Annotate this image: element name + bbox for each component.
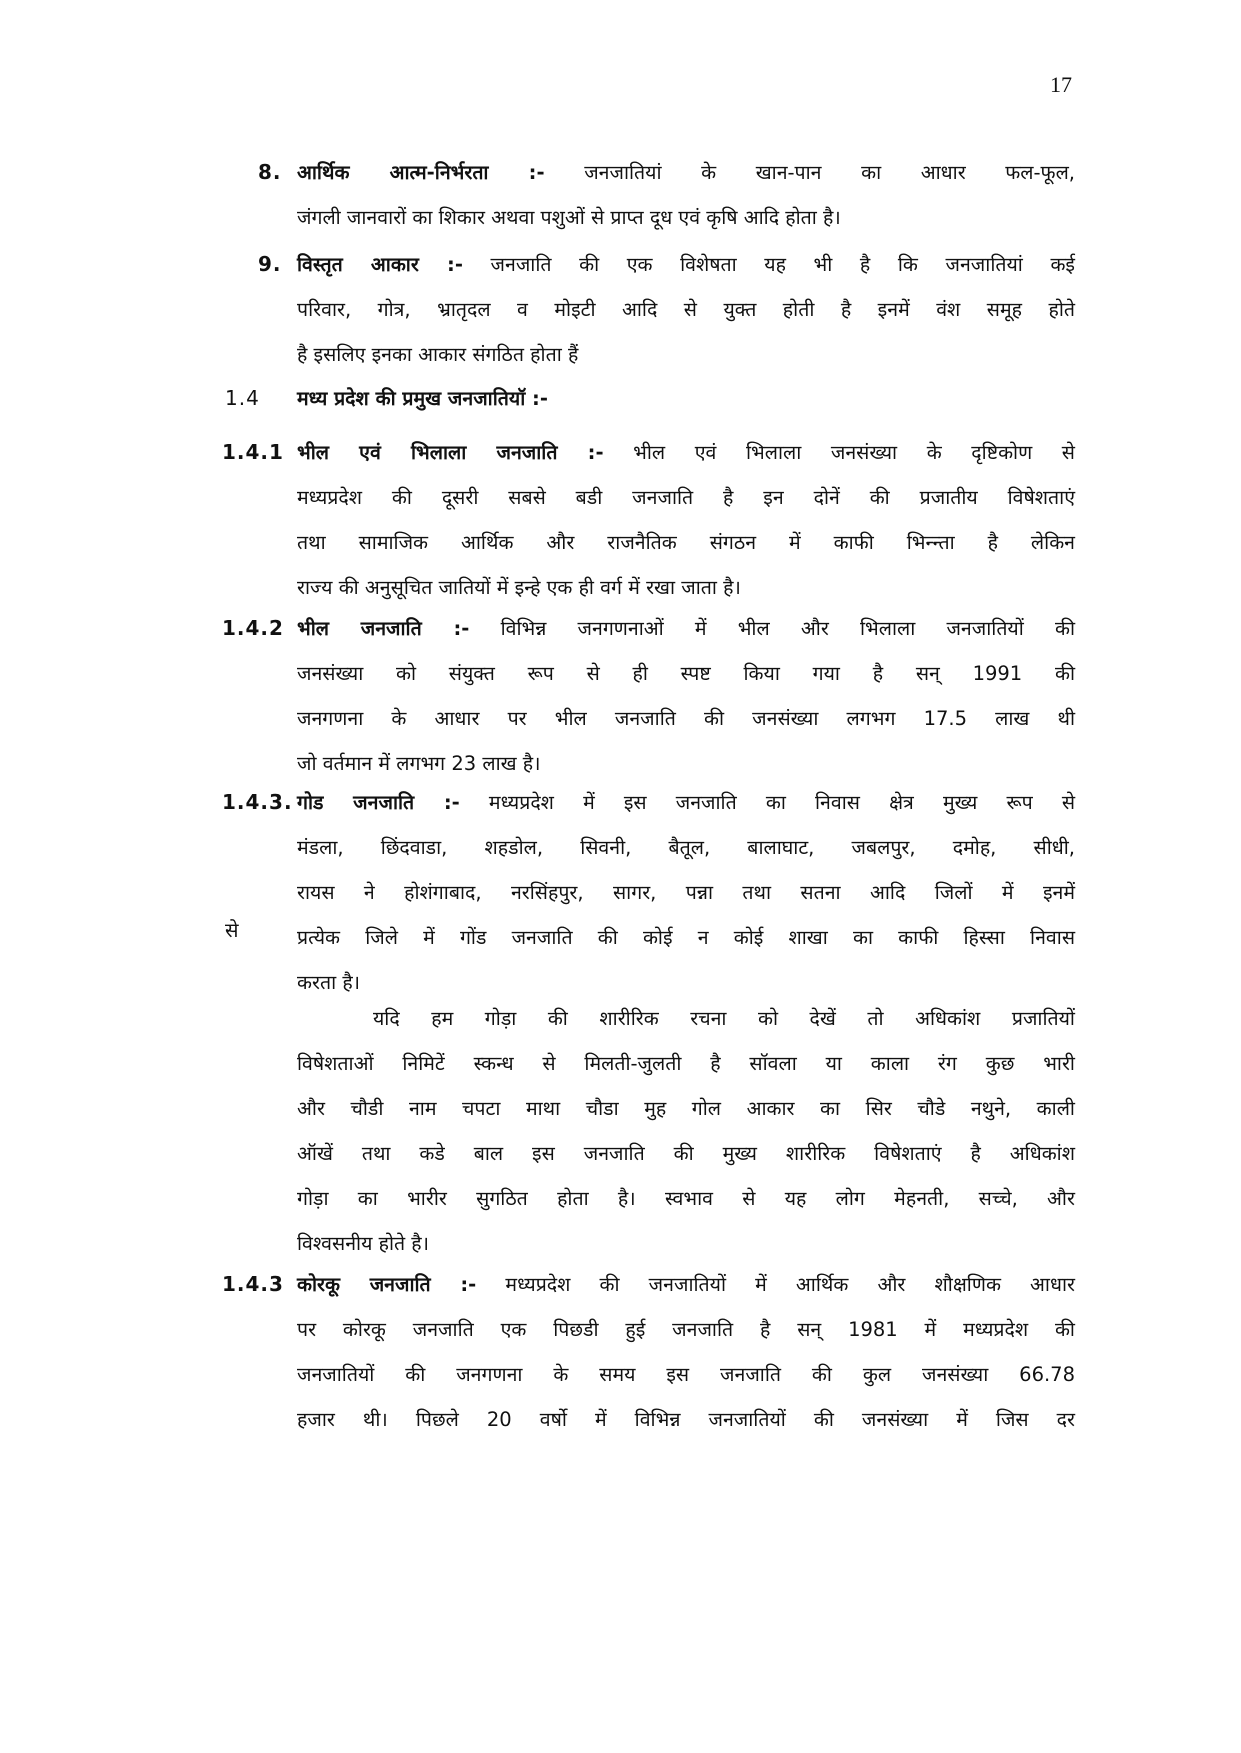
section-heading: मध्य प्रदेश की प्रमुख जनजातियॉ :-	[297, 387, 548, 410]
text-line	[297, 780, 1075, 825]
text-span: विभिन्न जनगणनाओं में भील और भिलाला जनजातियों की	[500, 617, 1075, 640]
text-line: तथा सामाजिक आर्थिक और राजनैतिक संगठन में काफी भिन्न्ता है लेकिन	[297, 531, 1075, 554]
text-span: मध्यप्रदेश की जनजातियों में आर्थिक और शौक्षणिक आधार	[505, 1273, 1075, 1296]
subsection-heading: भील जनजाति :-	[297, 617, 470, 640]
subsection-number: 1.4.2	[222, 616, 284, 640]
text-line: जंगली जानवारों का शिकार अथवा पशुओं से प्राप्त दूध एवं कृषि आदि होता है।	[297, 206, 841, 229]
margin-word: से	[225, 918, 239, 942]
text-line	[297, 1262, 1075, 1307]
section-number: 1.4	[225, 386, 260, 410]
text-line: है इसलिए इनका आकार संगठित होता हैं	[297, 343, 579, 366]
text-line: विषेशताओं निमिटें स्कन्ध से मिलती-जुलती है सॉवला या काला रंग कुछ भारी	[297, 1052, 1075, 1075]
text-span: जनजातियां के खान-पान का आधार फल-फूल,	[584, 161, 1076, 184]
subsection-heading: भील एवं भिलाला जनजाति :-	[297, 441, 604, 464]
text-span: जनजाति की एक विशेषता यह भी है कि जनजातियां कई	[490, 253, 1075, 276]
text-line: करता है।	[297, 971, 361, 994]
text-line: प्रत्येक जिले में गोंड जनजाति की कोई न कोई शाखा का काफी हिस्सा निवास	[297, 926, 1075, 949]
text-line: जो वर्तमान में लगभग 23 लाख है।	[297, 752, 541, 775]
item-heading: विस्तृत आकार :-	[297, 253, 463, 276]
text-line: हजार थी। पिछले 20 वर्षो में विभिन्न जनजातियों की जनसंख्या में जिस दर	[297, 1408, 1075, 1431]
text-line	[297, 150, 1075, 195]
subsection-paragraph	[297, 430, 1075, 610]
subsection-number: 1.4.3.	[222, 790, 293, 814]
text-line: पर कोरकू जनजाति एक पिछडी हुई जनजाति है सन् 1981 में मध्यप्रदेश की	[297, 1318, 1075, 1341]
subsection-paragraph	[297, 1262, 1075, 1442]
text-line	[297, 430, 1075, 475]
subsection-number: 1.4.3	[222, 1272, 284, 1296]
text-line: परिवार, गोत्र, भ्रातृदल व मोइटी आदि से युक्त होती है इनमें वंश समूह होते	[297, 298, 1075, 321]
page-number: 17	[1050, 72, 1072, 97]
body-paragraph	[297, 996, 1075, 1266]
text-line: मंडला, छिंदवाडा, शहडोल, सिवनी, बैतूल, बालाघाट, जबलपुर, दमोह, सीधी,	[297, 836, 1075, 859]
subsection-heading: गोड जनजाति :-	[297, 791, 460, 814]
item-number: 8.	[258, 160, 282, 184]
text-line: जनजातियों की जनगणना के समय इस जनजाति की कुल जनसंख्या 66.78	[297, 1363, 1075, 1386]
text-line: और चौडी नाम चपटा माथा चौडा मुह गोल आकार का सिर चौडे नथुने, काली	[297, 1097, 1075, 1120]
text-line	[297, 606, 1075, 651]
subsection-paragraph	[297, 606, 1075, 786]
item-heading: आर्थिक आत्म-निर्भरता :-	[297, 161, 545, 184]
text-line: ऑखें तथा कडे बाल इस जनजाति की मुख्य शारीरिक विषेशताएं है अधिकांश	[297, 1142, 1075, 1165]
text-line: विश्वसनीय होते है।	[297, 1232, 430, 1255]
text-line: राज्य की अनुसूचित जातियों में इन्हे एक ही वर्ग में रखा जाता है।	[297, 576, 741, 599]
text-line: गोड़ा का भारीर सुगठित होता है। स्वभाव से यह लोग मेहनती, सच्चे, और	[297, 1187, 1075, 1210]
text-line: जनसंख्या को संयुक्त रूप से ही स्पष्ट किया गया है सन् 1991 की	[297, 662, 1075, 685]
text-line: जनगणना के आधार पर भील जनजाति की जनसंख्या लगभग 17.5 लाख थी	[297, 707, 1075, 730]
text-line: यदि हम गोड़ा की शारीरिक रचना को देखें तो अधिकांश प्रजातियों	[373, 1007, 1075, 1030]
subsection-number: 1.4.1	[222, 440, 284, 464]
text-line: रायस ने होशंगाबाद, नरसिंहपुर, सागर, पन्ना तथा सतना आदि जिलों में इनमें	[297, 881, 1075, 904]
item-paragraph	[297, 150, 1075, 240]
text-span: मध्यप्रदेश में इस जनजाति का निवास क्षेत्र मुख्य रूप से	[488, 791, 1076, 814]
text-line: मध्यप्रदेश की दूसरी सबसे बडी जनजाति है इन दोनें की प्रजातीय विषेशताएं	[297, 486, 1075, 509]
subsection-heading: कोरकू जनजाति :-	[297, 1273, 477, 1296]
text-span: भील एवं भिलाला जनसंख्या के दृष्टिकोण से	[633, 441, 1075, 464]
text-line	[297, 242, 1075, 287]
item-number: 9.	[258, 252, 282, 276]
subsection-paragraph	[297, 780, 1075, 1005]
item-paragraph	[297, 242, 1075, 377]
